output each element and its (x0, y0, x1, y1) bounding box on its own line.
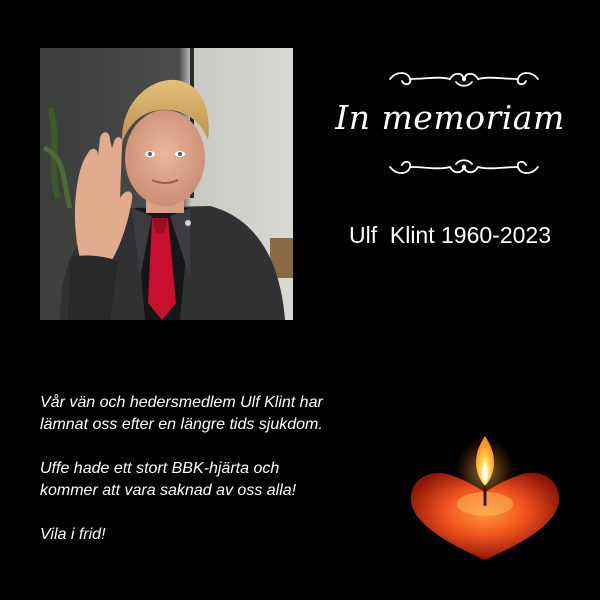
message-line: Uffe hade ett stort BBK-hjärta och (40, 460, 280, 477)
message-line: kommer att vara saknad av oss alla! (40, 482, 297, 499)
memorial-message (40, 392, 380, 546)
name-and-years: Ulf Klint 1960-2023 (348, 222, 551, 248)
memoriam-title: In memoriam (335, 98, 565, 137)
message-paragraph-1 (40, 392, 380, 436)
heart-candle-icon (405, 432, 565, 562)
message-line: lämnat oss efter en längre tids sjukdom. (40, 416, 323, 433)
message-line: Vila i frid! (40, 526, 106, 543)
message-line: Vår vän och hedersmedlem Ulf Klint har (40, 394, 323, 411)
message-paragraph-3 (40, 524, 380, 546)
flourish-ornament-icon (386, 156, 542, 178)
message-paragraph-2 (40, 458, 380, 502)
portrait-illustration (40, 48, 293, 320)
portrait-photo (40, 48, 293, 320)
flourish-ornament-icon (386, 68, 542, 90)
